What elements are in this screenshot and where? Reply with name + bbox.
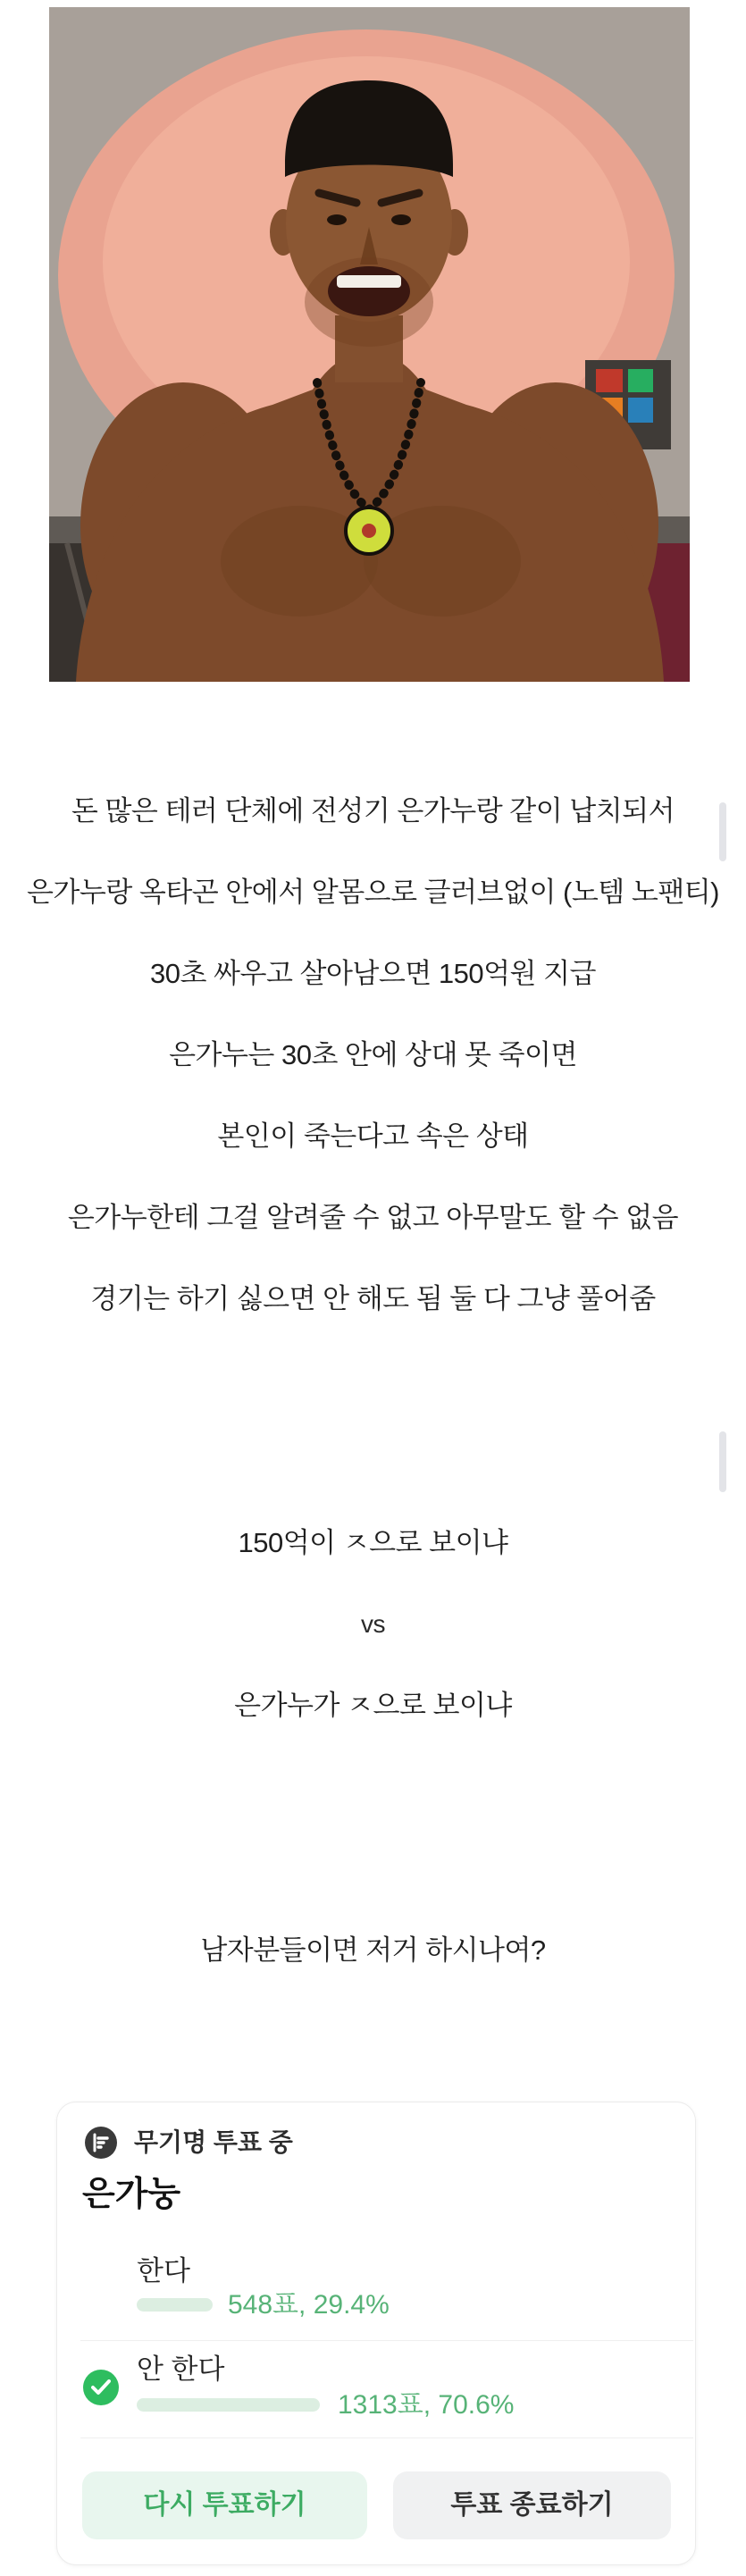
poll-ballot-icon (85, 2127, 117, 2159)
end-vote-button[interactable]: 투표 종료하기 (393, 2471, 671, 2539)
post-text-line: 30초 싸우고 살아남으면 150억원 지급 (150, 958, 596, 989)
vs-option-b: 은가누가 ㅈ으로 보이냐 (234, 1690, 512, 1721)
post-text-line: 은가누랑 옥타곤 안에서 알몸으로 글러브없이 (노템 노팬티) (26, 877, 720, 908)
poll-option-2-label[interactable]: 안 한다 (137, 2354, 225, 2385)
poll-option-1-label[interactable]: 한다 (137, 2255, 190, 2287)
scrollbar-thumb[interactable] (719, 1431, 726, 1492)
poll-option-1-votes: 548표, 29.4% (228, 2290, 390, 2320)
post-photo (49, 7, 690, 682)
vs-option-a: 150억이 ㅈ으로 보이냐 (238, 1527, 508, 1558)
divider (80, 2340, 693, 2341)
poll-option-2-votes: 1313표, 70.6% (338, 2390, 515, 2420)
poll-option-1-bar (137, 2298, 213, 2312)
check-icon (83, 2370, 119, 2405)
poll-status-label: 무기명 투표 중 (134, 2128, 293, 2156)
vs-label: vs (361, 1610, 385, 1638)
post-text-line: 경기는 하기 싫으면 안 해도 됨 둘 다 그냥 풀어줌 (90, 1283, 656, 1314)
revote-button[interactable]: 다시 투표하기 (82, 2471, 367, 2539)
poll-option-2-bar (137, 2398, 320, 2412)
post-text-line: 은가누는 30초 안에 상대 못 죽이면 (169, 1039, 577, 1070)
post-text-line: 돈 많은 테러 단체에 전성기 은가누랑 같이 납치되서 (71, 795, 675, 827)
post-text-line: 본인이 죽는다고 속은 상태 (217, 1120, 529, 1152)
poll-title: 은가눙 (82, 2176, 181, 2213)
checkmark-glyph (91, 2379, 111, 2396)
closing-question: 남자분들이면 저거 하시나여? (200, 1934, 546, 1966)
bar-chart-horizontal-icon (91, 2133, 111, 2152)
post-text-line: 은가누한테 그걸 알려줄 수 없고 아무말도 할 수 없음 (67, 1202, 679, 1233)
